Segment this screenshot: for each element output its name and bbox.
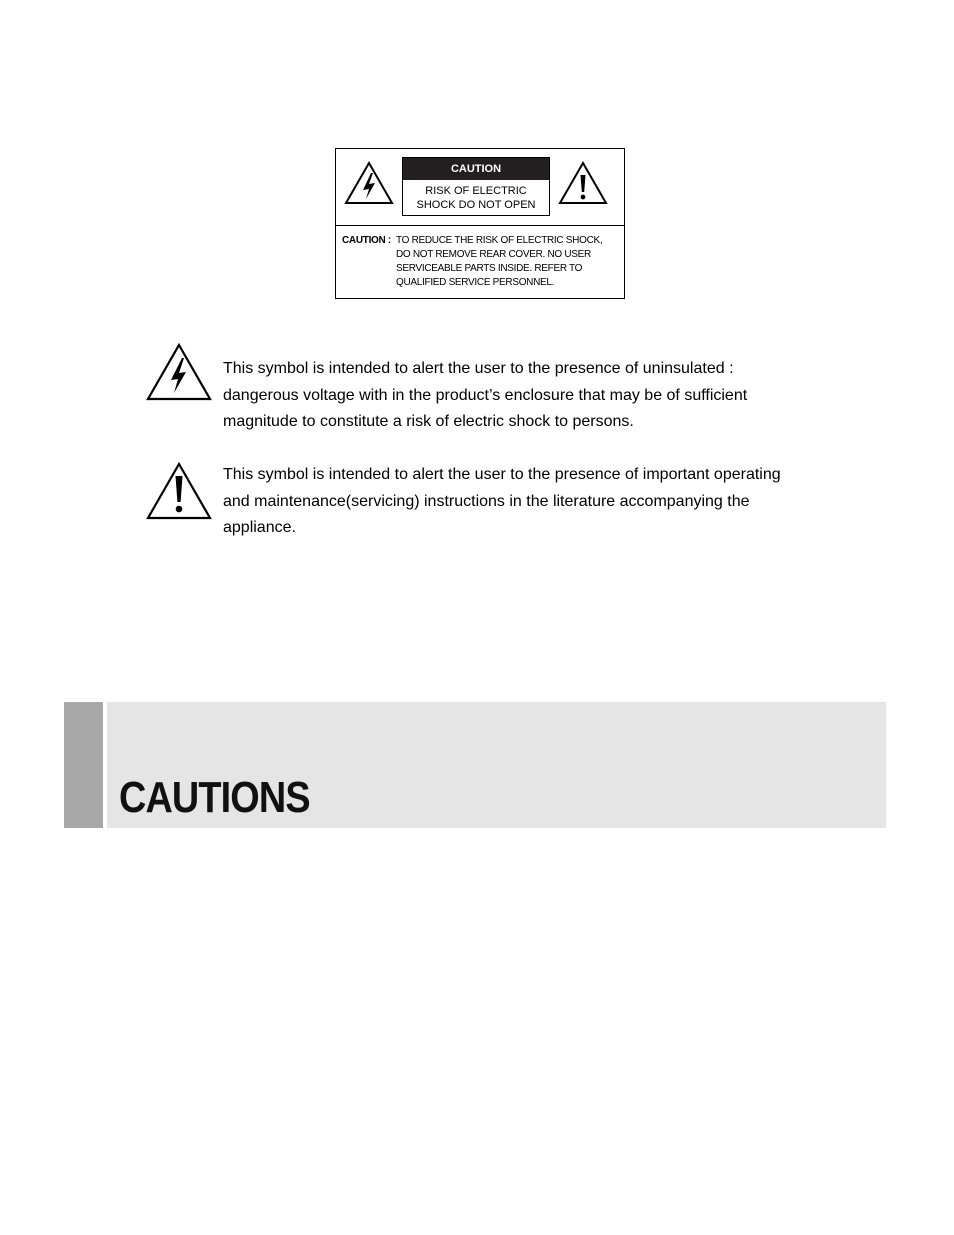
caution-label-center	[402, 157, 550, 216]
symbol-description	[223, 462, 853, 542]
caution-note-line: TO REDUCE THE RISK OF ELECTRIC SHOCK,	[396, 235, 603, 246]
caution-note-line: SERVICEABLE PARTS INSIDE. REFER TO	[396, 263, 583, 274]
caution-label-top	[336, 149, 624, 226]
description-line: This symbol is intended to alert the user to the presence of important operating	[223, 466, 781, 483]
section-accent-bar	[64, 702, 103, 828]
caution-label-header: CAUTION	[403, 158, 549, 180]
caution-label-line: RISK OF ELECTRIC	[425, 185, 527, 197]
description-line: appliance.	[223, 519, 296, 536]
section-header	[107, 702, 886, 828]
description-line: dangerous voltage with in the product’s enclosure that may be of sufficient	[223, 386, 748, 404]
section-title: CAUTIONS	[119, 773, 310, 822]
caution-label-line: SHOCK DO NOT OPEN	[416, 199, 536, 211]
exclamation-warning-icon	[146, 462, 212, 520]
caution-label	[335, 148, 625, 299]
caution-note-line: QUALIFIED SERVICE PERSONNEL.	[396, 277, 555, 288]
description-line: This symbol is intended to alert the user to the presence of uninsulated :	[223, 360, 734, 377]
caution-note-title: CAUTION :	[342, 235, 391, 246]
caution-note-line: DO NOT REMOVE REAR COVER. NO USER	[396, 249, 591, 260]
lightning-warning-icon	[146, 343, 212, 401]
exclamation-warning-icon	[558, 161, 608, 205]
description-line: magnitude to constitute a risk of electric shock to persons.	[223, 413, 634, 430]
caution-note-lines	[396, 234, 626, 290]
lightning-warning-icon	[344, 161, 394, 205]
caution-label-body	[403, 180, 549, 212]
description-line: and maintenance(servicing) instructions in the literature accompanying the	[223, 492, 750, 510]
symbol-description	[223, 356, 853, 436]
